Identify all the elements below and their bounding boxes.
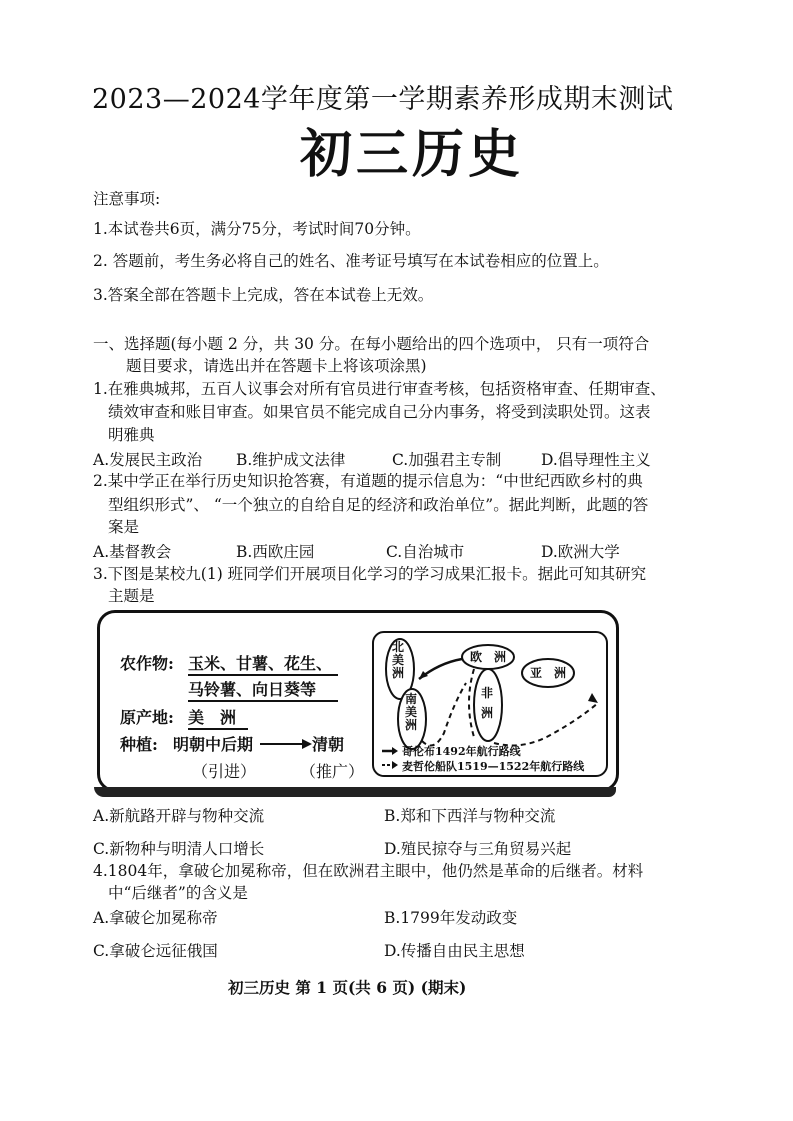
q2-line-1: 2.某中学正在举行历史知识抢答赛，有道题的提示信息为：“中世纪西欧乡村的典: [93, 472, 643, 490]
q2-line-3: 案是: [108, 518, 140, 536]
notice-item-1: 1.本试卷共6页，满分75分，考试时间70分钟。: [93, 220, 421, 238]
route-map: [372, 631, 608, 777]
q2-line-2: 型组织形式”、 “一个独立的自给自足的经济和政治单位”。据此判断，此题的答: [108, 496, 649, 514]
q2-option-c: C.自治城市: [386, 543, 465, 561]
section-heading-line1: 一、选择题(每小题 2 分，共 30 分。在每小题给出的四个选项中， 只有一项符合: [93, 335, 650, 353]
europe-label: 欧 洲: [470, 650, 507, 664]
q3-line-2: 主题是: [108, 587, 155, 605]
legend-magellan: 麦哲伦船队1519—1522年航行路线: [402, 760, 585, 773]
section-heading-line2: 题目要求，请选出并在答题卡上将该项涂黑): [126, 357, 427, 375]
q1-line-1: 1.在雅典城邦，五百人议事会对所有官员进行审查考核，包括资格审查、任期审查、: [93, 380, 666, 398]
card-shadow: [94, 787, 616, 797]
africa-label: 非洲: [481, 686, 494, 720]
plant-to: 清朝: [312, 735, 345, 754]
q3-option-d: D.殖民掠夺与三角贸易兴起: [384, 840, 572, 858]
crops-line-1: 玉米、甘薯、花生、: [188, 651, 338, 676]
q1-option-b: B.维护成文法律: [236, 451, 346, 469]
crops-label: 农作物:: [120, 654, 174, 673]
q1-line-3: 明雅典: [108, 426, 155, 444]
legend-columbus: 哥伦布1492年航行路线: [402, 745, 521, 758]
q3-report-card: [97, 610, 619, 792]
q1-option-a: A.发展民主政治: [93, 451, 203, 469]
plant-arrow-icon: [260, 738, 312, 750]
q3-option-b: B.郑和下西洋与物种交流: [384, 807, 556, 825]
q4-line-1: 4.1804年，拿破仑加冕称帝，但在欧洲君主眼中，他仍然是革命的后继者。材料: [93, 862, 644, 880]
q4-line-2: 中“后继者”的含义是: [108, 884, 248, 902]
q3-option-c: C.新物种与明清人口增长: [93, 840, 265, 858]
q2-option-a: A.基督教会: [93, 543, 172, 561]
asia-label: 亚 洲: [530, 666, 567, 680]
exam-title: 2023—2024学年度第一学期素养形成期末测试: [92, 84, 674, 115]
origin-value: 美 洲: [188, 705, 248, 730]
q4-option-c: C.拿破仑远征俄国: [93, 942, 218, 960]
exam-subject: 初三历史: [300, 124, 525, 185]
q4-option-d: D.传播自由民主思想: [384, 942, 525, 960]
q2-option-d: D.欧洲大学: [541, 543, 620, 561]
q1-option-c: C.加强君主专制: [392, 451, 502, 469]
q3-option-a: A.新航路开辟与物种交流: [93, 807, 265, 825]
plant-to-note: （推广）: [300, 762, 365, 781]
notice-heading: 注意事项:: [93, 190, 161, 208]
north-america-label: 北美洲: [392, 640, 405, 680]
crops-line-2: 马铃薯、向日葵等: [188, 677, 338, 702]
q1-option-d: D.倡导理性主义: [541, 451, 651, 469]
q4-option-b: B.1799年发动政变: [384, 909, 518, 927]
q4-option-a: A.拿破仑加冕称帝: [93, 909, 218, 927]
notice-item-2: 2. 答题前，考生务必将自己的姓名、准考证号填写在本试卷相应的位置上。: [93, 252, 609, 270]
q3-line-1: 3.下图是某校九(1) 班同学们开展项目化学习的学习成果汇报卡。据此可知其研究: [93, 565, 647, 583]
south-america-label: 南美洲: [405, 692, 418, 732]
plant-from: 明朝中后期: [173, 735, 254, 754]
q1-line-2: 绩效审查和账目审查。如果官员不能完成自己分内事务，将受到渎职处罚。这表: [108, 403, 651, 421]
plant-from-note: （引进）: [192, 762, 257, 781]
plant-label: 种植:: [120, 735, 158, 754]
q2-option-b: B.西欧庄园: [236, 543, 315, 561]
notice-item-3: 3.答案全部在答题卡上完成，答在本试卷上无效。: [93, 286, 434, 304]
origin-label: 原产地:: [120, 708, 174, 727]
page-footer: 初三历史 第 1 页(共 6 页) (期末): [228, 978, 467, 997]
